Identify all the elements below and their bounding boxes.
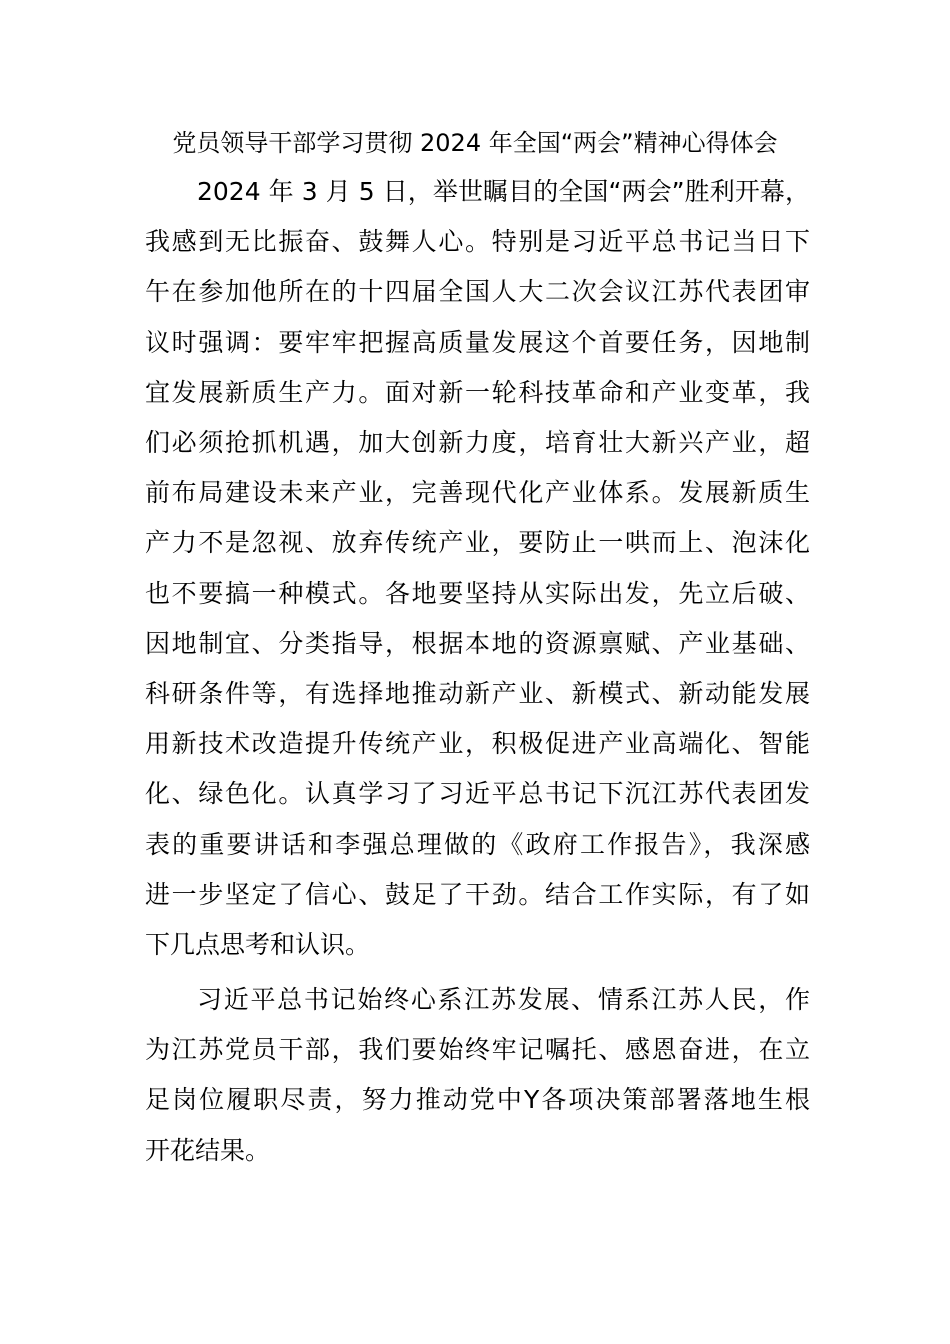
paragraph-line: 化、绿色化。认真学习了习近平总书记下沉江苏代表团发 [145, 779, 810, 809]
paragraph-line: 足岗位履职尽责，努力推动党中Y各项决策部署落地生根 [145, 1085, 810, 1115]
document-title: 党员领导干部学习贯彻 2024 年全国“两会”精神心得体会 [172, 129, 778, 157]
paragraph-line: 宜发展新质生产力。面对新一轮科技革命和产业变革，我 [145, 377, 810, 407]
paragraph-line: 我感到无比振奋、鼓舞人心。特别是习近平总书记当日下 [145, 227, 810, 257]
paragraph-line: 产力不是忽视、放弃传统产业，要防止一哄而上、泡沫化 [145, 528, 810, 558]
paragraph-line: 前布局建设未来产业，完善现代化产业体系。发展新质生 [145, 478, 810, 508]
paragraph-line: 下几点思考和认识。 [145, 930, 371, 960]
paragraph-line: 因地制宜、分类指导，根据本地的资源禀赋、产业基础、 [145, 628, 810, 658]
paragraph-line: 为江苏党员干部，我们要始终牢记嘱托、感恩奋进，在立 [145, 1035, 810, 1065]
paragraph-line: 午在参加他所在的十四届全国人大二次会议江苏代表团审 [145, 277, 810, 307]
paragraph-line: 2024 年 3 月 5 日，举世瞩目的全国“两会”胜利开幕， [197, 177, 810, 206]
paragraph-line: 们必须抢抓机遇，加大创新力度，培育壮大新兴产业，超 [145, 428, 810, 458]
paragraph-1 [145, 167, 810, 970]
paragraph-line: 科研条件等，有选择地推动新产业、新模式、新动能发展 [145, 679, 810, 709]
paragraph-line: 也不要搞一种模式。各地要坚持从实际出发，先立后破、 [145, 578, 810, 608]
paragraph-line: 表的重要讲话和李强总理做的《政府工作报告》，我深感 [145, 829, 810, 859]
paragraph-2 [145, 975, 810, 1176]
paragraph-line: 习近平总书记始终心系江苏发展、情系江苏人民，作 [197, 985, 810, 1014]
paragraph-line: 用新技术改造提升传统产业，积极促进产业高端化、智能 [145, 729, 810, 759]
paragraph-line: 开花结果。 [145, 1135, 271, 1165]
paragraph-line: 议时强调：要牢牢把握高质量发展这个首要任务，因地制 [145, 327, 810, 357]
paragraph-line: 进一步坚定了信心、鼓足了干劲。结合工作实际，有了如 [145, 879, 810, 909]
